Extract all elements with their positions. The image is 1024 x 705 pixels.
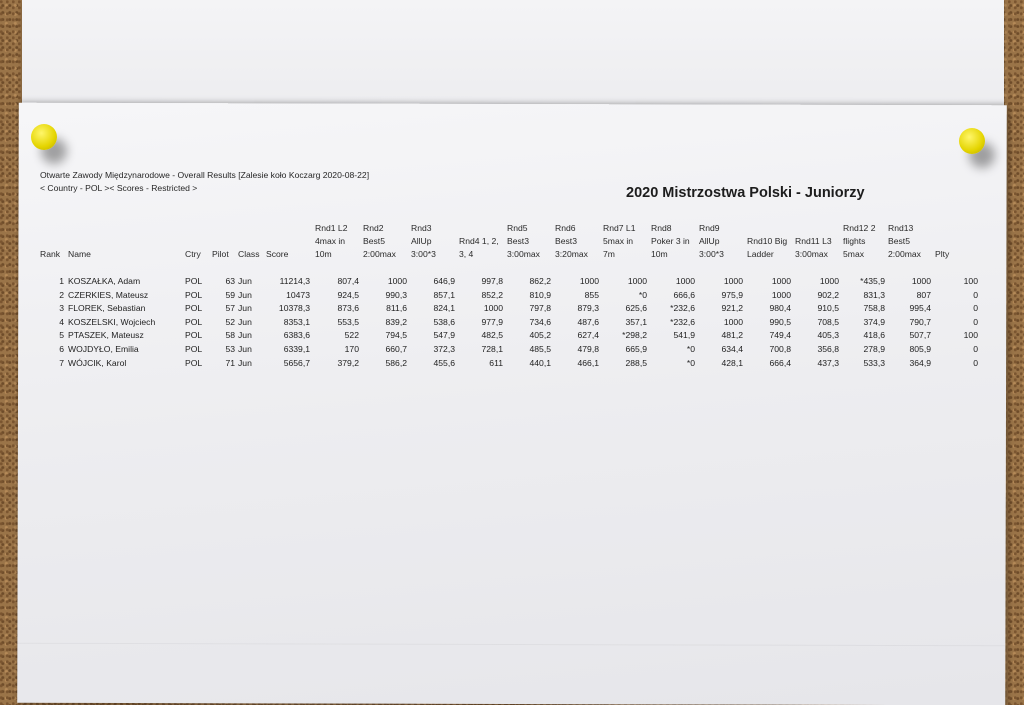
table-cell: 921,2 xyxy=(721,303,743,314)
table-cell: 660,7 xyxy=(385,344,407,354)
table-cell: 533,3 xyxy=(863,357,885,368)
table-cell: 59 xyxy=(225,289,235,300)
table-cell: 481,2 xyxy=(721,330,743,341)
table-cell: POL xyxy=(185,289,203,300)
table-cell: 170 xyxy=(344,344,359,354)
table-cell: 797,8 xyxy=(529,303,551,314)
table-cell: POL xyxy=(185,303,203,314)
column-header: Rnd5 Best3 3:00max xyxy=(507,223,540,259)
table-cell: 522 xyxy=(344,330,359,341)
table-cell: 700,8 xyxy=(769,344,791,354)
pilot-name-cell: FLOREK, Sebastian xyxy=(68,303,146,314)
table-cell: 2 xyxy=(59,289,64,300)
table-cell: 1000 xyxy=(771,276,791,286)
table-cell: 807,4 xyxy=(337,276,359,286)
table-cell: 0 xyxy=(973,357,978,368)
table-cell: 507,7 xyxy=(909,330,931,341)
table-cell: Jun xyxy=(238,276,252,286)
table-cell: 997,8 xyxy=(481,276,503,286)
table-cell: 440,1 xyxy=(529,357,551,368)
table-cell: POL xyxy=(185,276,203,286)
table-cell: 975,9 xyxy=(721,289,743,300)
table-cell: 10378,3 xyxy=(278,303,310,314)
table-cell: 910,5 xyxy=(817,303,839,314)
table-cell: 63 xyxy=(225,276,235,286)
table-cell: 482,5 xyxy=(481,330,503,341)
table-cell: 5 xyxy=(59,330,64,341)
pilot-name-cell: KOSZAŁKA, Adam xyxy=(68,276,141,286)
table-cell: 455,6 xyxy=(433,357,455,368)
column-header: Rnd3 AllUp 3:00*3 xyxy=(411,223,436,259)
column-header: Rnd11 L3 3:00max xyxy=(795,236,832,259)
table-cell: 873,6 xyxy=(337,303,359,314)
column-header: Pilot xyxy=(212,249,229,259)
table-cell: 485,5 xyxy=(529,344,551,354)
column-header: Rnd7 L1 5max in 7m xyxy=(603,223,636,259)
table-cell: 824,1 xyxy=(433,303,455,314)
table-cell: 405,2 xyxy=(529,330,551,341)
table-cell: 1000 xyxy=(483,303,503,314)
table-cell: 646,9 xyxy=(433,276,455,286)
table-cell: 0 xyxy=(973,289,978,300)
table-cell: 428,1 xyxy=(721,357,743,368)
table-cell: 466,1 xyxy=(577,357,599,368)
table-cell: 708,5 xyxy=(817,316,839,327)
table-cell: Jun xyxy=(238,357,252,368)
table-cell: 10473 xyxy=(286,289,310,300)
table-cell: 58 xyxy=(225,330,235,341)
table-cell: 379,2 xyxy=(337,357,359,368)
table-cell: 3 xyxy=(59,303,64,314)
table-cell: 805,9 xyxy=(909,344,931,354)
table-cell: 990,5 xyxy=(769,316,791,327)
table-cell: 839,2 xyxy=(385,316,407,327)
table-cell: *0 xyxy=(686,357,695,368)
table-cell: 418,6 xyxy=(863,330,885,341)
table-cell: 372,3 xyxy=(433,344,455,354)
table-cell: 758,8 xyxy=(863,303,885,314)
table-cell: *0 xyxy=(686,344,695,354)
column-header: Rnd9 AllUp 3:00*3 xyxy=(699,223,724,259)
table-cell: 0 xyxy=(973,303,978,314)
table-cell: 879,3 xyxy=(577,303,599,314)
table-cell: 6383,6 xyxy=(283,330,310,341)
table-cell: 100 xyxy=(963,330,978,341)
table-cell: POL xyxy=(185,330,203,341)
table-cell: 541,9 xyxy=(673,330,695,341)
table-cell: 794,5 xyxy=(385,330,407,341)
table-cell: 634,4 xyxy=(721,344,743,354)
table-cell: 810,9 xyxy=(529,289,551,300)
table-cell: 0 xyxy=(973,344,978,354)
table-cell: 1000 xyxy=(723,316,743,327)
table-cell: 5656,7 xyxy=(283,357,310,368)
column-header: Rnd10 Big Ladder xyxy=(747,236,788,259)
table-cell: 902,2 xyxy=(817,289,839,300)
table-cell: 100 xyxy=(963,276,978,286)
table-cell: 6339,1 xyxy=(283,344,310,354)
table-cell: 811,6 xyxy=(386,303,407,314)
table-cell: 627,4 xyxy=(577,330,599,341)
table-cell: 728,1 xyxy=(481,344,503,354)
table-cell: Jun xyxy=(238,303,252,314)
column-header: Rnd2 Best5 2:00max xyxy=(363,223,396,259)
table-cell: 357,1 xyxy=(625,316,647,327)
table-cell: 1 xyxy=(59,276,64,286)
table-cell: 0 xyxy=(973,316,978,327)
table-cell: 749,4 xyxy=(769,330,791,341)
table-cell: 547,9 xyxy=(433,330,455,341)
table-cell: 990,3 xyxy=(385,289,407,300)
left-push-pin xyxy=(31,124,57,150)
table-cell: 625,6 xyxy=(625,303,647,314)
table-cell: 852,2 xyxy=(481,289,503,300)
column-header: Class xyxy=(238,249,260,259)
results-subtitle-line2: < Country - POL >< Scores - Restricted > xyxy=(40,183,198,193)
table-cell: *0 xyxy=(638,289,647,300)
table-cell: 666,4 xyxy=(769,357,791,368)
table-cell: 1000 xyxy=(723,276,743,286)
table-cell: 1000 xyxy=(579,276,599,286)
table-cell: 734,6 xyxy=(529,316,551,327)
pilot-name-cell: WÓJCIK, Karol xyxy=(68,357,127,368)
table-cell: 405,3 xyxy=(817,330,839,341)
column-header: Rnd6 Best3 3:20max xyxy=(555,223,588,259)
table-cell: 855 xyxy=(584,289,599,300)
table-cell: 4 xyxy=(59,316,64,327)
table-cell: Jun xyxy=(238,330,252,341)
table-cell: 1000 xyxy=(911,276,931,286)
page-title: 2020 Mistrzostwa Polski - Juniorzy xyxy=(626,185,865,201)
pilot-name-cell: KOSZELSKI, Wojciech xyxy=(68,316,156,327)
table-cell: 356,8 xyxy=(817,344,839,354)
table-cell: 278,9 xyxy=(863,344,885,354)
table-cell: *435,9 xyxy=(860,276,885,286)
table-cell: 71 xyxy=(225,357,235,368)
right-push-pin xyxy=(959,128,985,154)
table-cell: 1000 xyxy=(819,276,839,286)
table-cell: 437,3 xyxy=(817,357,839,368)
table-cell: 665,9 xyxy=(625,344,647,354)
table-cell: 862,2 xyxy=(529,276,551,286)
table-cell: 374,9 xyxy=(863,316,885,327)
table-cell: 1000 xyxy=(627,276,647,286)
table-cell: 52 xyxy=(225,316,235,327)
table-cell: Jun xyxy=(238,289,252,300)
table-cell: 53 xyxy=(225,344,235,354)
table-cell: 831,3 xyxy=(863,289,885,300)
table-cell: *298,2 xyxy=(622,330,647,341)
column-header: Rnd12 2 flights 5max xyxy=(843,223,876,259)
table-cell: Jun xyxy=(238,316,252,327)
table-cell: 479,8 xyxy=(577,344,599,354)
table-cell: POL xyxy=(185,344,203,354)
table-cell: 666,6 xyxy=(673,289,695,300)
table-cell: 57 xyxy=(225,303,235,314)
table-cell: *232,6 xyxy=(670,303,695,314)
column-header: Rank xyxy=(40,249,61,259)
table-cell: 1000 xyxy=(675,276,695,286)
table-cell: 807 xyxy=(916,289,931,300)
table-cell: 553,5 xyxy=(337,316,359,327)
pilot-name-cell: WOJDYŁO, Emilia xyxy=(68,344,139,354)
column-header: Rnd1 L2 4max in 10m xyxy=(315,223,348,259)
pilot-name-cell: PTASZEK, Mateusz xyxy=(68,330,144,341)
table-cell: 11214,3 xyxy=(279,276,310,286)
column-header: Name xyxy=(68,249,91,259)
table-cell: 586,2 xyxy=(385,357,407,368)
table-cell: POL xyxy=(185,316,203,327)
table-cell: 487,6 xyxy=(577,316,599,327)
column-header: Rnd4 1, 2, 3, 4 xyxy=(459,236,499,259)
table-cell: 288,5 xyxy=(625,357,647,368)
table-cell: 995,4 xyxy=(909,303,931,314)
table-cell: *232,6 xyxy=(670,316,695,327)
table-cell: 857,1 xyxy=(433,289,455,300)
table-cell: 977,9 xyxy=(481,316,503,327)
pilot-name-cell: CZERKIES, Mateusz xyxy=(68,289,149,300)
table-cell: 8353,1 xyxy=(283,316,310,327)
table-cell: 364,9 xyxy=(909,357,931,368)
table-cell: 1000 xyxy=(387,276,407,286)
table-cell: 7 xyxy=(59,357,64,368)
column-header: Rnd8 Poker 3 in 10m xyxy=(651,223,690,259)
table-cell: POL xyxy=(185,357,203,368)
table-cell: 790,7 xyxy=(909,316,931,327)
table-cell: 1000 xyxy=(771,289,791,300)
table-cell: 924,5 xyxy=(337,289,359,300)
column-header: Rnd13 Best5 2:00max xyxy=(888,223,921,259)
column-header: Ctry xyxy=(185,249,201,259)
table-cell: 6 xyxy=(59,344,64,354)
table-cell: 611 xyxy=(489,357,503,368)
top-paper-sheet xyxy=(22,0,1004,120)
table-cell: 538,6 xyxy=(433,316,455,327)
column-header: Plty xyxy=(935,249,950,259)
column-header: Score xyxy=(266,249,289,259)
table-cell: Jun xyxy=(238,344,252,354)
table-cell: 980,4 xyxy=(769,303,791,314)
results-subtitle-line1: Otwarte Zawody Międzynarodowe - Overall Results [Zalesie koło Koczarg 2020-08-22] xyxy=(40,170,370,180)
